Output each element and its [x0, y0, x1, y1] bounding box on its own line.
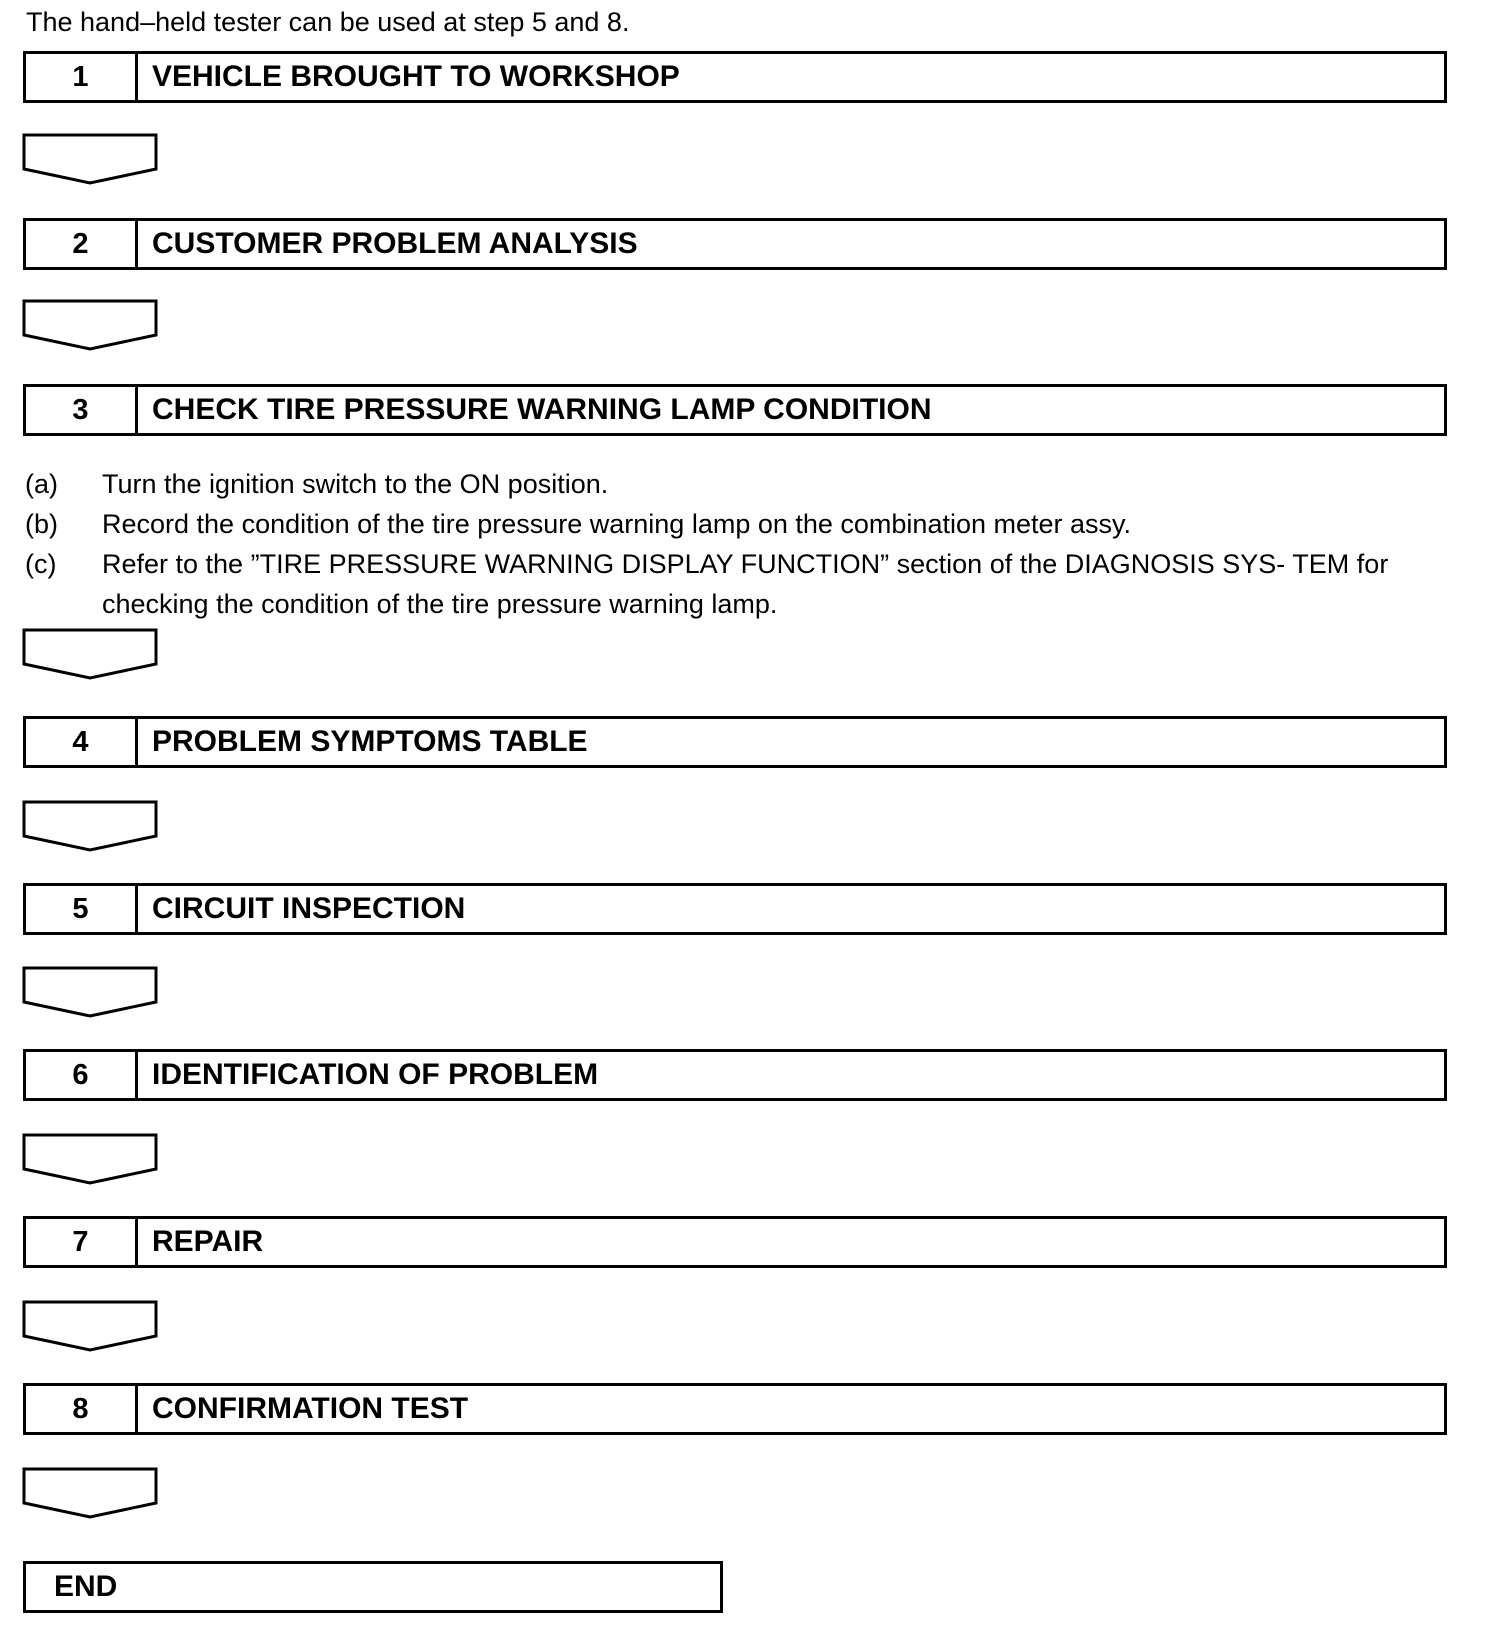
step-number: 6 — [26, 1052, 138, 1098]
step-title: CIRCUIT INSPECTION — [152, 892, 466, 925]
substep-text: Turn the ignition switch to the ON position. — [102, 469, 609, 499]
step-title: CONFIRMATION TEST — [152, 1392, 469, 1425]
flow-arrow-icon — [22, 800, 159, 852]
substep-b — [25, 504, 1455, 544]
step-4-box — [23, 716, 1447, 768]
step-5-box — [23, 883, 1447, 935]
step-number: 4 — [26, 719, 138, 765]
flow-arrow-icon — [22, 966, 159, 1018]
flow-arrow-icon — [22, 299, 159, 351]
step-3-box — [23, 384, 1447, 436]
step-title: VEHICLE BROUGHT TO WORKSHOP — [152, 60, 680, 93]
substep-label: (b) — [25, 509, 58, 539]
intro-note: The hand–held tester can be used at step 5 and 8. — [26, 7, 630, 37]
step-3-substeps — [25, 464, 1455, 624]
flow-arrow-icon — [22, 1300, 159, 1352]
step-number: 5 — [26, 886, 138, 932]
flow-arrow-icon — [22, 628, 159, 680]
step-1-box — [23, 51, 1447, 103]
substep-a — [25, 464, 1455, 504]
flow-arrow-icon — [22, 1467, 159, 1519]
step-title: PROBLEM SYMPTOMS TABLE — [152, 725, 588, 758]
step-number: 8 — [26, 1386, 138, 1432]
step-6-box — [23, 1049, 1447, 1101]
substep-text: Refer to the ”TIRE PRESSURE WARNING DISPLAY FUNCTION” section of the DIAGNOSIS SYS- TEM for checking the condition of the tire pressure warning lamp. — [102, 549, 1389, 619]
flow-arrow-icon — [22, 1133, 159, 1185]
step-number: 3 — [26, 387, 138, 433]
step-number: 2 — [26, 221, 138, 267]
flow-arrow-icon — [22, 133, 159, 185]
end-box: END — [23, 1561, 723, 1613]
substep-label: (c) — [25, 549, 57, 579]
step-2-box — [23, 218, 1447, 270]
substep-c — [25, 544, 1455, 624]
step-7-box — [23, 1216, 1447, 1268]
step-title: CUSTOMER PROBLEM ANALYSIS — [152, 227, 638, 260]
substep-label: (a) — [25, 469, 58, 499]
step-title: IDENTIFICATION OF PROBLEM — [152, 1058, 599, 1091]
step-number: 1 — [26, 54, 138, 100]
step-title: CHECK TIRE PRESSURE WARNING LAMP CONDITION — [152, 393, 932, 426]
step-title: REPAIR — [152, 1225, 264, 1258]
substep-text: Record the condition of the tire pressure warning lamp on the combination meter assy. — [102, 509, 1132, 539]
step-number: 7 — [26, 1219, 138, 1265]
step-8-box — [23, 1383, 1447, 1435]
